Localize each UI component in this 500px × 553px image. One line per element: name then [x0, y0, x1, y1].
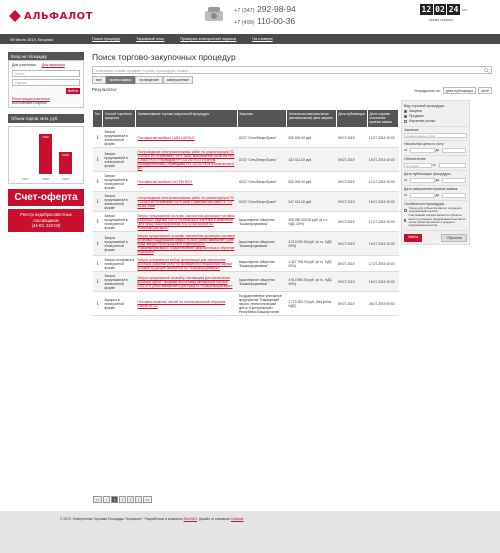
chart-value-label: 7342 — [42, 134, 49, 139]
checkbox-label: Закупки — [409, 109, 422, 113]
checkbox-icon[interactable] — [404, 219, 406, 222]
sort-label: Упорядочить по: — [414, 88, 441, 93]
header — [0, 0, 500, 33]
cell-customer: Акционерное общество "Башинформсвязь" — [237, 272, 287, 292]
tab-customer[interactable]: Для заказчика — [41, 63, 65, 67]
cell-name-link[interactable]: Поставка автомобиля УАЗ PATRIOT — [136, 172, 237, 192]
col-method: Способ торгового процесса — [103, 110, 136, 128]
filter-price-title: Начальная цена по лоту — [404, 142, 444, 146]
cell-customer: ООО "СетьЭнергоТранс" — [237, 128, 287, 148]
nav-link-home[interactable]: На главную — [252, 37, 273, 41]
cell-name-link[interactable]: Поставка автомобиля LADA LARGUS — [136, 128, 237, 148]
filter-customer-title: Заказчик — [404, 128, 419, 132]
volume-chart — [8, 126, 84, 184]
pagination — [93, 496, 153, 503]
col-price: Начальная максимальная (минимальная) цена закупки — [287, 110, 337, 128]
checkbox-sme-participants[interactable] — [404, 214, 467, 227]
nav-link-tariff[interactable]: Тарифный план — [136, 37, 165, 41]
cell-name-link[interactable]: Запрос предложений на выбор поставщика для заключения договора купли - продажи на поставку автомобиля Renault DUSTER (либо эквивалент) для нужд АО «Башинформсвязь» — [136, 272, 237, 292]
chart-x-label: 2018 — [42, 177, 49, 181]
cell-customer: Акционерное общество "Башинформсвязь" — [237, 212, 287, 232]
page-2[interactable]: 2 — [119, 496, 126, 503]
cell-published: 09.07.2019 — [336, 148, 367, 172]
col-name: Наименование торгово-закупочной процедуры — [136, 110, 237, 128]
cell-customer: Государственное унитарное предприятие "Башкирский научно-технологический центр «Центральный» Республики Башкортостан — [237, 292, 287, 316]
filter-all[interactable]: все — [92, 76, 106, 84]
cell-method: Аукцион в электронной форме — [103, 292, 136, 316]
phone-code: +7 (347) — [234, 8, 255, 14]
checkbox-sales[interactable] — [404, 114, 467, 118]
reset-button[interactable]: Сбросить — [441, 234, 467, 242]
cell-price: 1 770 352.70 руб. (без учета НДС) — [287, 292, 337, 316]
clock-minutes: 02 — [435, 5, 445, 14]
sidebar — [8, 52, 84, 232]
cell-price: 530 000.00 руб. — [287, 172, 337, 192]
page-last[interactable]: >> — [143, 496, 152, 503]
row-info-icon[interactable]: ℹ — [93, 172, 103, 192]
current-date: 09 Июля 2019, Вторник — [10, 37, 54, 42]
customer-input[interactable]: Наименование, ИНН — [404, 133, 467, 138]
chart-area — [9, 127, 83, 183]
register-link[interactable]: Регистрация участника — [12, 97, 50, 101]
row-info-icon[interactable]: ℹ — [93, 128, 103, 148]
cell-name-link[interactable]: Запрос предложений на право заключения договоров поставки резиновых изделий ЕВРО технического значения и комплекта (для нужд Башинформсвязь КЛ) 43 филиалов АО «Башинформсвязь» — [136, 212, 237, 232]
chart-bar — [39, 134, 52, 174]
clock-hours: 12 — [421, 5, 432, 14]
checkbox-icon[interactable] — [404, 115, 407, 118]
login-form — [8, 60, 84, 108]
cell-price: 4 914 960.00 руб. (в т.ч. НДС 20%) — [287, 272, 337, 292]
row-info-icon[interactable]: ℹ — [93, 148, 103, 172]
table-row[interactable] — [93, 172, 399, 192]
table-row[interactable] — [93, 292, 399, 316]
from-label: от — [404, 193, 408, 197]
cell-name-link[interactable]: Запрос котировок на выбор организации для заключения договора оказания услуг по проведению специальной оценки условий труда для филиалов АО «Башинформсвязь» — [136, 256, 237, 272]
checkbox-purchases[interactable] — [404, 109, 467, 113]
cell-name-link[interactable]: На проведение электромонтажных работ по реконструкции ПС 110/35/6 кВ «Ежевская», ОРУ-35кВ, выключатель 35 кВ на РЕG 2-35кВ УХЛ1 с приводом РРГ-02.26 УХЛ1 с учетом разъединителями с приводами РРГ-02.26 УХЛ1 в количестве 6 шт. — [136, 148, 237, 172]
enddate-from-input[interactable] — [410, 193, 435, 198]
nav-link-signature-check[interactable]: Проверка электронной подписи — [180, 37, 237, 41]
cell-price: 1 427 706.00 руб. (в т.ч. НДС 20%) — [287, 256, 337, 272]
cell-published: 09.07.2019 — [336, 212, 367, 232]
table-row[interactable] — [93, 128, 399, 148]
cell-price: 247 421.00 руб. — [287, 192, 337, 212]
login-button[interactable]: Войти — [66, 88, 80, 94]
cell-name-link[interactable]: На проведение электромонтажных работ по реконструкции ПС 110/35/6 кВ «Ежевская» ОРУ-35кВ с заменой МВ-35кВ Т1, Т-2 на ВВ-35кВ — [136, 192, 237, 212]
cell-price: 530 000.00 руб. — [287, 128, 337, 148]
cell-deadline: 12.07.2019 10:00 — [367, 128, 398, 148]
clock-sec-label: сек — [461, 7, 468, 12]
registry-subtitle: (44-03, 223-03) — [31, 223, 61, 228]
cell-deadline: 17.07.2019 10:00 — [367, 212, 398, 232]
cell-method: Запрос котировок в электронной форме — [104, 257, 135, 270]
table-body — [93, 128, 399, 316]
pubdate-to-input[interactable] — [442, 178, 467, 183]
from-label: от — [404, 148, 408, 152]
cell-deadline: 17.07.2019 10:00 — [367, 256, 398, 272]
results-table — [92, 109, 399, 316]
row-info-icon[interactable]: ℹ — [93, 192, 103, 212]
cell-published: 09.07.2019 — [336, 292, 367, 316]
cell-customer: ООО "СетьЭнергоТранс" — [237, 148, 287, 172]
checkbox-label: Только для субъектов малого и среднего предпринимательства — [408, 206, 462, 214]
filter-price-section — [404, 141, 467, 156]
phones — [234, 4, 296, 28]
design-link[interactable]: Cattrade — [230, 517, 244, 521]
checkbox-label: Изучение рынка — [409, 119, 436, 123]
checkbox-label: Продажи — [409, 114, 424, 118]
cell-deadline: 15.07.2019 10:00 — [367, 272, 398, 292]
col-deadline: Дата и время окончания приема заявок — [367, 110, 398, 128]
cell-deadline: 15.07.2019 10:00 — [367, 148, 398, 172]
filter-pubdate-title: Дата публикации процедуры — [404, 172, 451, 176]
cell-method: Запрос предложений в электронной форме — [103, 148, 136, 172]
price-to-input[interactable] — [442, 148, 467, 153]
main-content — [92, 52, 492, 92]
cell-published: 09.07.2019 — [336, 256, 367, 272]
cell-name-link[interactable]: Запрос предложений на право заключения договоров поставки установок поддержания среды ПК 5000 (либо эквивалент) для нужд завода Респстройсталь и филиала АО «Башинформсвязь», осуществление шеф-монтажа и обучение персонала — [136, 232, 237, 256]
page-title: Поиск торгово-закупочных процедур — [92, 52, 236, 62]
checkbox-label: Участниками закупки являются субъекты малого и среднего предпринимательства из числа субъектов малого и среднего предпринимательства — [408, 213, 466, 228]
row-info-icon[interactable]: ℹ — [93, 272, 103, 292]
login-header: Вход на площадку — [8, 52, 84, 60]
checkbox-market-research[interactable] — [404, 119, 467, 123]
cell-deadline: 15.07.2019 10:00 — [367, 192, 398, 212]
table-row[interactable] — [93, 232, 399, 256]
phone-number[interactable]: 110-00-36 — [257, 16, 296, 26]
cell-price: 305 280 000.00 руб. (в т.ч. НДС 20%) — [287, 212, 337, 232]
design-text: . Дизайн от компании — [197, 517, 231, 521]
filter-pubdate-section — [404, 171, 467, 186]
page-1[interactable]: 1 — [111, 496, 118, 503]
cell-method: Запрос предложений в электронной форме — [103, 172, 136, 192]
cell-price: 122 412.00 руб. — [287, 148, 337, 172]
cell-published: 09.07.2019 — [336, 272, 367, 292]
page-first[interactable]: << — [93, 496, 102, 503]
sort-direction[interactable]: цене — [478, 87, 492, 94]
find-button[interactable]: Найти — [404, 234, 422, 242]
filter-security-section — [404, 156, 467, 171]
chart-header: Объем торгов, млн. руб. — [8, 114, 84, 123]
clock-caption: время сервера — [429, 18, 454, 22]
security-select[interactable]: Не важно — [404, 163, 432, 168]
enddate-to-input[interactable] — [442, 193, 467, 198]
offer-button[interactable]: Счет-оферта — [8, 189, 84, 206]
row-info-icon[interactable]: ℹ — [93, 292, 103, 316]
from-label: от — [432, 163, 436, 167]
cell-customer: Акционерное общество "Башинформсвязь" — [237, 232, 287, 256]
cell-deadline: 26.07.2019 09:00 — [367, 292, 398, 316]
filter-type-title: Вид торговой процедуры — [404, 104, 445, 108]
pubdate-from-input[interactable] — [410, 178, 435, 183]
page-3[interactable]: 3 — [127, 496, 134, 503]
nav-link-search[interactable]: Поиск процедур — [92, 37, 121, 41]
cell-customer: ООО "СетьЭнергоТранс" — [237, 192, 287, 212]
cell-customer: Акционерное общество "Башинформсвязь" — [237, 256, 287, 272]
filter-enddate-section — [404, 186, 467, 201]
security-from-input[interactable] — [439, 163, 467, 168]
table-row[interactable] — [93, 192, 399, 212]
table-header-row — [93, 110, 399, 128]
cell-published: 09.07.2019 — [336, 128, 367, 148]
logo-text: АЛЬФАЛОТ — [24, 10, 93, 22]
server-clock — [420, 4, 467, 15]
clock-seconds: 24 — [448, 5, 459, 14]
cell-method: Запрос предложений в электронной форме — [103, 128, 136, 148]
cell-customer: ООО "СетьЭнергоТранс" — [237, 172, 287, 192]
phone-icon — [203, 5, 225, 23]
search-placeholder: ключевые слова: предмет торгов, процедура, номер... — [96, 68, 192, 73]
logo-icon — [9, 10, 21, 22]
phone-number[interactable]: 292-98-94 — [257, 4, 296, 14]
price-from-input[interactable] — [410, 148, 435, 153]
sort-select[interactable]: дата публикации — [443, 87, 476, 94]
page-prev[interactable]: < — [103, 496, 110, 503]
copyright: © 2019, Электронная Торговая Площадка "Альфалот". Разработано в компании — [60, 517, 184, 521]
filter-special-title: Особенности процедуры — [404, 202, 445, 206]
top-nav — [0, 34, 500, 44]
registry-title: Реестр недобросовестных поставщиков — [20, 212, 72, 223]
phone-code: +7 (499) — [234, 20, 255, 26]
to-label: до — [435, 148, 440, 152]
row-info-icon[interactable]: ℹ — [93, 232, 103, 256]
filter-customer-section — [404, 127, 467, 141]
col-type: Тип — [93, 110, 103, 128]
filter-type-section — [404, 103, 467, 127]
col-customer: Заказчик — [237, 110, 287, 128]
table-row[interactable] — [93, 272, 399, 292]
footer-text — [60, 517, 243, 521]
filter-enddate-title: Дата завершения приема заявок — [404, 187, 458, 191]
from-label: от — [404, 178, 408, 182]
login-input[interactable]: Логин — [12, 70, 80, 77]
table-row[interactable] — [93, 256, 399, 272]
table-row[interactable] — [93, 212, 399, 232]
table-row[interactable] — [93, 148, 399, 172]
cell-price: 3 213 000.00 руб. (в т.ч. НДС 20%) — [287, 232, 337, 256]
filter-special-section — [404, 201, 467, 231]
cell-published: 09.07.2019 — [336, 172, 367, 192]
filter-running[interactable]: проведение — [135, 76, 162, 84]
filter-accepting[interactable]: прием заявок — [106, 76, 136, 84]
col-published: Дата публикации — [336, 110, 367, 128]
restore-password-link[interactable]: Восстановить пароль — [12, 101, 47, 105]
cell-method: Запрос предложений в электронной форме — [103, 192, 136, 212]
cell-deadline: 19.07.2019 10:00 — [367, 232, 398, 256]
footer — [0, 511, 500, 553]
cell-method: Запрос предложений в электронной форме — [103, 232, 136, 256]
filter-security-title: Обеспечение — [404, 157, 426, 161]
chart-x-label: 2017 — [22, 177, 29, 181]
tab-participant[interactable]: Для участника — [12, 63, 36, 67]
chart-x-label: 2019 — [62, 177, 69, 181]
logo[interactable] — [9, 10, 93, 22]
cell-published: 09.07.2019 — [336, 232, 367, 256]
dev-link[interactable]: SeLINEX — [183, 517, 198, 521]
to-label: до — [435, 178, 440, 182]
search-input[interactable] — [92, 66, 492, 74]
to-label: до — [435, 193, 440, 197]
cell-name-link[interactable]: Поставка запасных частей на телескопический погрузчик Bobcat 3071L — [136, 292, 237, 316]
row-info-icon[interactable]: ℹ — [93, 212, 103, 232]
sort-control — [414, 87, 492, 94]
cell-method: Запрос предложений в электронной форме — [103, 212, 136, 232]
checkbox-icon[interactable] — [404, 120, 407, 123]
cell-method: Запрос предложений в электронной форме — [103, 272, 136, 292]
search-icon[interactable] — [484, 68, 489, 73]
checkbox-icon[interactable] — [404, 110, 407, 113]
row-info-icon[interactable]: ℹ — [93, 256, 103, 272]
cell-deadline: 12.07.2019 10:00 — [367, 172, 398, 192]
page-next[interactable]: > — [135, 496, 142, 503]
password-input[interactable]: Пароль — [12, 79, 80, 86]
cell-published: 09.07.2019 — [336, 192, 367, 212]
filter-panel — [401, 100, 470, 245]
chart-value-label: 4019 — [62, 152, 69, 157]
checkbox-icon[interactable] — [404, 209, 407, 212]
results-label: Результаты: — [92, 87, 117, 92]
filter-finished[interactable]: завершенные — [163, 76, 193, 84]
registry-button[interactable] — [8, 209, 84, 232]
status-filter — [92, 76, 492, 83]
